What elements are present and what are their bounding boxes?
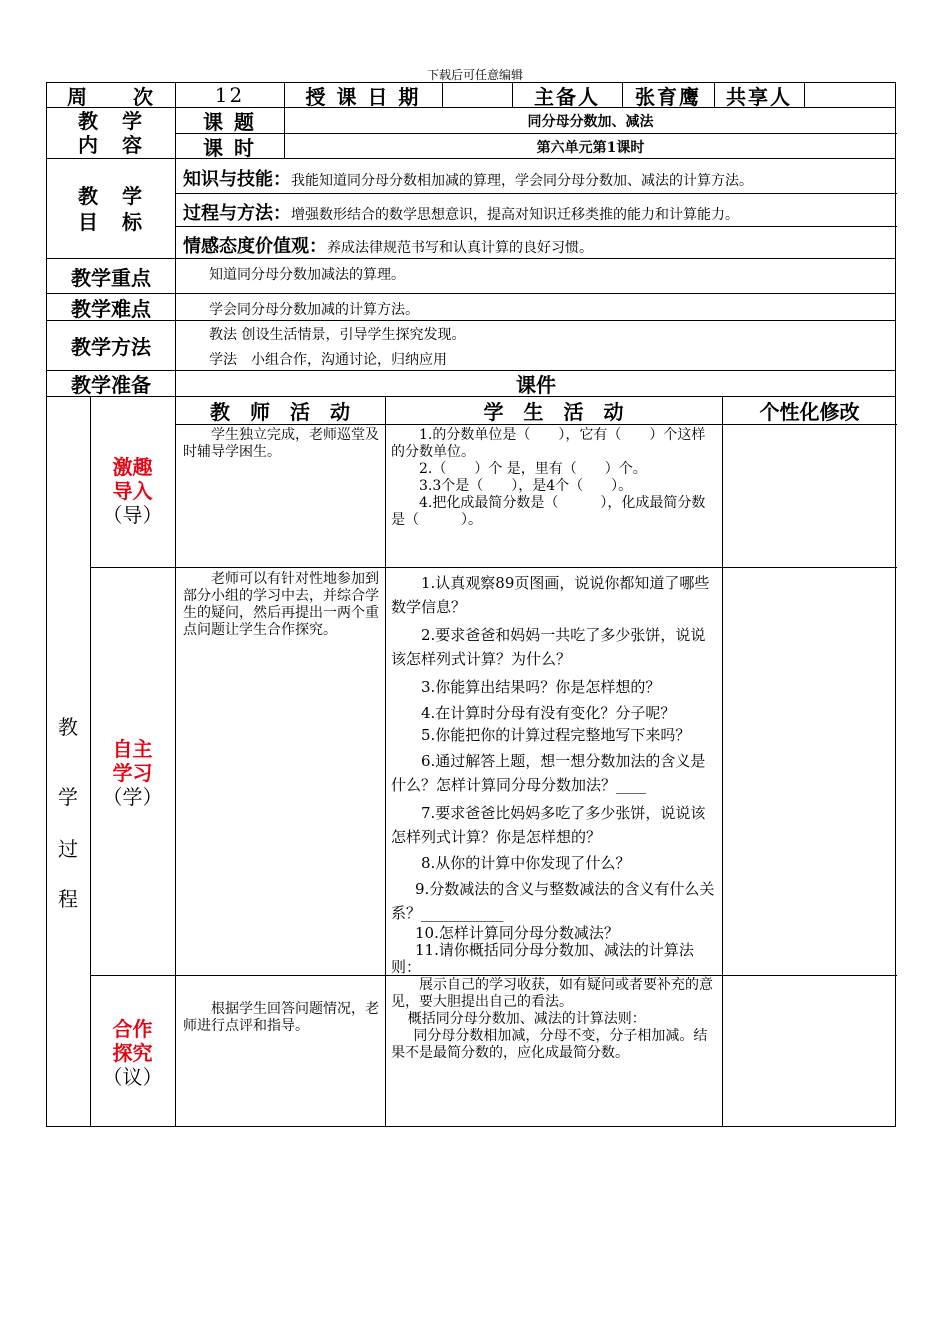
s2-item: 10.怎样计算同分母分数减法？ xyxy=(415,924,619,942)
side-char-3: 过 xyxy=(58,837,78,861)
key-label: 教学重点 xyxy=(71,265,151,290)
stage-3-teacher: 根据学生回答问题情况，老师进行点评和指导。 xyxy=(183,1001,379,1034)
method-label: 教学方法 xyxy=(71,335,151,359)
side-char-2: 学 xyxy=(58,785,78,809)
stage-2-tag: （学） xyxy=(102,785,163,809)
stage-3-name-2: 探究 xyxy=(112,1041,153,1065)
week-value: 12 xyxy=(214,83,245,107)
s2-item: 2.要求爸爸和妈妈一共吃了多少张饼，说说该怎样列式计算？为什么？ xyxy=(391,626,706,668)
method-line1: 教法 创设生活情景，引导学生探究发现。 xyxy=(209,327,466,343)
side-char-1: 教 xyxy=(58,715,78,739)
stage-2-name xyxy=(90,737,175,809)
header-note: 下载后可任意编辑 xyxy=(426,68,523,82)
s2-item: 3.你能算出结果吗？你是怎样想的？ xyxy=(421,678,661,696)
goals-label xyxy=(47,159,175,258)
row-method xyxy=(46,320,896,370)
goal-knowledge-text: 我能知道同分母分数相加减的算理，学会同分母分数加、减法的计算方法。 xyxy=(291,173,753,189)
method-line2: 学法 小组合作，沟通讨论，归纳应用 xyxy=(209,352,447,368)
stage-1-name xyxy=(90,455,175,527)
goal-emotion xyxy=(183,232,891,258)
stage-3-name xyxy=(90,1017,175,1089)
s2-item: 1.认真观察89页图画，说说你都知道了哪些数学信息？ xyxy=(391,574,710,616)
row-prep xyxy=(46,370,896,396)
col-teacher-header: 教 师 活 动 xyxy=(210,400,350,424)
stage-2-name-1: 自主 xyxy=(112,737,153,761)
stage-2-teacher: 老师可以有针对性地参加到部分小组的学习中去，并综合学生的疑问，然后再提出一两个重点问题让学生合作探究。 xyxy=(183,571,379,638)
stage-1-teacher: 学生独立完成，老师巡堂及时辅导学困生。 xyxy=(183,427,379,460)
s3-item: 概括同分母分数加、减法的计算法则： xyxy=(407,1011,646,1027)
s1-item: 4.把化成最简分数是（ ），化成最简分数是（ ）。 xyxy=(391,495,706,528)
prep-label: 教学准备 xyxy=(71,373,151,397)
row-key xyxy=(46,258,896,293)
s1-item: 3.3个是（ ），是4个（ ）。 xyxy=(419,478,633,494)
date-value xyxy=(442,83,512,107)
preparer-label: 主备人 xyxy=(534,84,600,109)
topic-value: 同分母分数加、减法 xyxy=(527,113,654,130)
s2-item: 9.分数减法的含义与整数减法的含义有什么关系？___________ xyxy=(391,880,715,922)
s1-item: 2.（ ）个 是，里有（ ）个。 xyxy=(419,461,647,477)
col-personal-header: 个性化修改 xyxy=(759,400,860,424)
s1-item: 1.的分数单位是（ ），它有（ ）个这样的分数单位。 xyxy=(391,427,706,460)
difficulty-text: 学会同分母分数加减的计算方法。 xyxy=(209,302,419,318)
s2-item: 8.从你的计算中你发现了什么？ xyxy=(421,854,631,872)
s2-item: 5.你能把你的计算过程完整地写下来吗？ xyxy=(421,726,691,744)
row-week xyxy=(46,82,896,107)
stage-1-name-1: 激趣 xyxy=(112,455,153,479)
s2-item: 7.要求爸爸比妈妈多吃了多少张饼，说说该怎样列式计算？你是怎样想的？ xyxy=(391,804,706,846)
stage-2-name-2: 学习 xyxy=(112,761,153,785)
s3-item: 展示自己的学习收获，如有疑问或者要补充的意见，要大胆提出自己的看法。 xyxy=(391,977,713,1010)
goal-emotion-label: 情感态度价值观： xyxy=(183,236,327,257)
week-label: 周 次 xyxy=(67,84,155,109)
goal-knowledge xyxy=(183,165,891,191)
stage-3-name-1: 合作 xyxy=(112,1017,153,1041)
stage-3-student xyxy=(391,977,717,1062)
stage-3-tag: （议） xyxy=(102,1065,163,1089)
content-label-1: 教 学 xyxy=(78,109,144,133)
s2-item: 4.在计算时分母有没有变化？分子呢？ xyxy=(421,704,676,722)
content-label-2: 内 容 xyxy=(78,133,144,157)
goal-process xyxy=(183,199,891,225)
row-difficulty xyxy=(46,293,896,320)
goal-emotion-text: 养成法律规范书写和认真计算的良好习惯。 xyxy=(327,240,593,256)
share-value xyxy=(804,83,897,107)
row-content xyxy=(46,107,896,158)
date-label: 授 课 日 期 xyxy=(305,84,421,109)
content-label xyxy=(47,108,175,158)
share-label: 共享人 xyxy=(726,84,792,109)
goal-process-text: 增强数形结合的数学思想意识，提高对知识迁移类推的能力和计算能力。 xyxy=(291,207,739,223)
goal-knowledge-label: 知识与技能： xyxy=(183,169,291,190)
process-block xyxy=(46,396,896,1127)
row-goals xyxy=(46,158,896,258)
period-value: 第六单元第1课时 xyxy=(536,139,645,156)
side-char-4: 程 xyxy=(58,887,78,911)
difficulty-label: 教学难点 xyxy=(71,296,151,321)
process-side-label xyxy=(47,397,90,1126)
preparer-name: 张育鹰 xyxy=(635,84,701,109)
stage-1-name-2: 导入 xyxy=(112,479,153,503)
topic-label: 课 题 xyxy=(203,110,256,134)
goals-label-2: 目 标 xyxy=(78,209,144,234)
stage-1-student xyxy=(391,427,717,529)
s2-item: 11.请你概括同分母分数加、减法的计算法则： xyxy=(391,941,694,976)
period-label: 课 时 xyxy=(203,136,256,160)
prep-value: 课件 xyxy=(516,373,556,397)
key-text: 知道同分母分数加减法的算理。 xyxy=(209,267,405,283)
goal-process-label: 过程与方法： xyxy=(183,203,291,224)
col-student-header: 学 生 活 动 xyxy=(483,400,624,424)
stage-2-student xyxy=(391,571,717,976)
goals-label-1: 教 学 xyxy=(78,183,144,208)
stage-1-tag: （导） xyxy=(102,503,163,527)
s3-item: 同分母分数相加减，分母不变，分子相加减。结果不是最简分数的，应化成最简分数。 xyxy=(391,1028,708,1061)
s2-item: 6.通过解答上题，想一想分数加法的含义是什么？怎样计算同分母分数加法？____ xyxy=(391,752,706,794)
